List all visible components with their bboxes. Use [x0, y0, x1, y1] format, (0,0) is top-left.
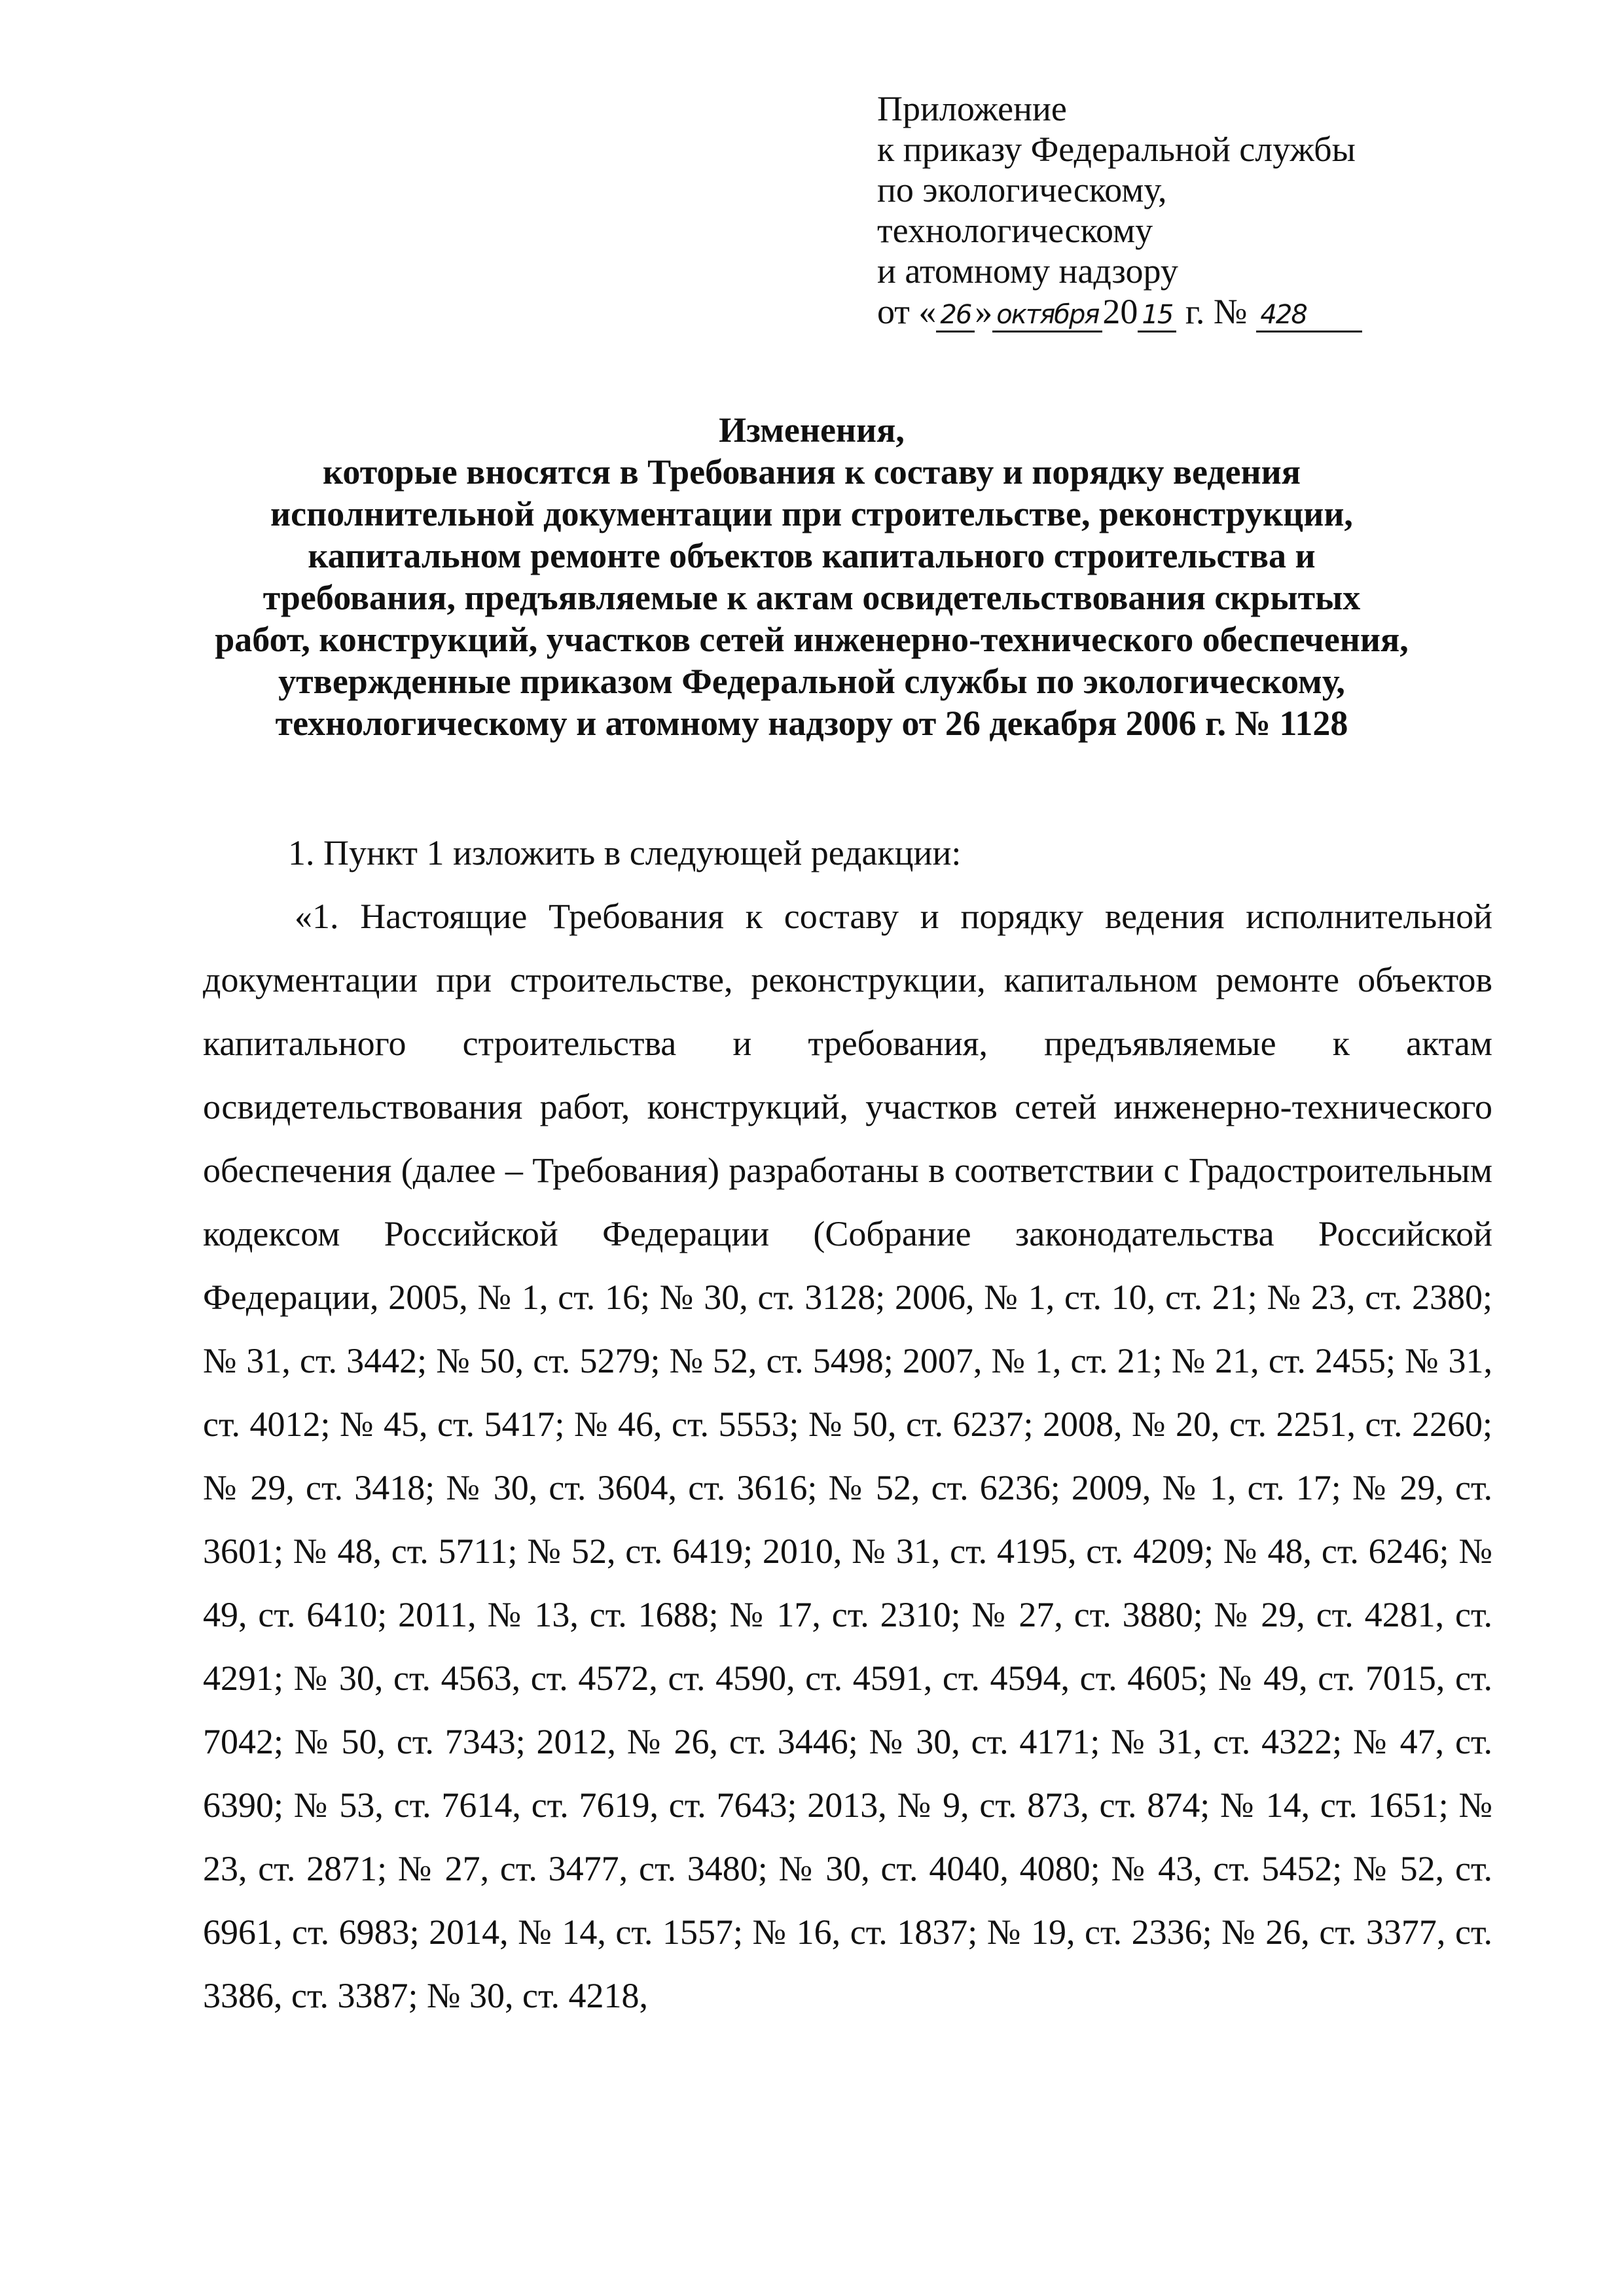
appendix-line-2: к приказу Федеральной службы [877, 130, 1356, 169]
title-line-3: исполнительной документации при строительстве, реконструкции, [270, 494, 1353, 533]
document-title [157, 409, 1466, 744]
title-line-1: Изменения, [719, 410, 905, 450]
year-prefix: 20 [1102, 292, 1138, 331]
body-paragraph: «1. Настоящие Требования к составу и порядку ведения исполнительной документации при строительстве, реконструкции, капитальном ремонте объектов капитального строительства и требования, предъявляемые к актам освидетельствования работ, конструкций, участков сетей инженерно-технического обеспечения (далее – Требования) разработаны в соответствии с Градостроительным кодексом Российской Федерации (Собрание законодательства Российской Федерации, 2005, № 1, ст. 16; № 30, ст. 3128; 2006, № 1, ст. 10, ст. 21; № 23, ст. 2380; № 31, ст. 3442; № 50, ст. 5279; № 52, ст. 5498; 2007, № 1, ст. 21; № 21, ст. 2455; № 31, ст. 4012; № 45, ст. 5417; № 46, ст. 5553; № 50, ст. 6237; 2008, № 20, ст. 2251, ст. 2260; № 29, ст. 3418; № 30, ст. 3604, ст. 3616; № 52, ст. 6236; 2009, № 1, ст. 17; № 29, ст. 3601; № 48, ст. 5711; № 52, ст. 6419; 2010, № 31, ст. 4195, ст. 4209; № 48, ст. 6246; № 49, ст. 6410; 2011, № 13, ст. 1688; № 17, ст. 2310; № 27, ст. 3880; № 29, ст. 4281, ст. 4291; № 30, ст. 4563, ст. 4572, ст. 4590, ст. 4591, ст. 4594, ст. 4605; № 49, ст. 7015, ст. 7042; № 50, ст. 7343; 2012, № 26, ст. 3446; № 30, ст. 4171; № 31, ст. 4322; № 47, ст. 6390; № 53, ст. 7614, ст. 7619, ст. 7643; 2013, № 9, ст. 873, ст. 874; № 14, ст. 1651; № 23, ст. 2871; № 27, ст. 3477, ст. 3480; № 30, ст. 4040, 4080; № 43, ст. 5452; № 52, ст. 6961, ст. 6983; 2014, № 14, ст. 1557; № 16, ст. 1837; № 19, ст. 2336; № 26, ст. 3377, ст. 3386, ст. 3387; № 30, ст. 4218, [203, 897, 1492, 2015]
year-number-label: г. № [1176, 292, 1248, 331]
title-line-5: требования, предъявляемые к актам освидетельствования скрытых [262, 578, 1361, 617]
appendix-block [877, 88, 1571, 332]
quote-close: » [975, 292, 993, 331]
handwritten-year: 15 [1138, 299, 1176, 332]
appendix-line-3: по экологическому, [877, 170, 1167, 209]
title-line-4: капитальном ремонте объектов капитального строительства и [308, 536, 1316, 575]
appendix-line-1: Приложение [877, 89, 1067, 128]
title-line-8: технологическому и атомному надзору от 26 декабря 2006 г. № 1128 [275, 704, 1348, 743]
title-line-6: работ, конструкций, участков сетей инженерно-технического обеспечения, [215, 620, 1409, 659]
document-body [203, 821, 1492, 2028]
appendix-line-4: технологическому [877, 211, 1153, 250]
from-prefix: от « [877, 292, 937, 331]
appendix-line-5: и атомному надзору [877, 251, 1178, 291]
title-line-7: утвержденные приказом Федеральной службы по экологическому, [278, 662, 1345, 701]
title-line-2: которые вносятся в Требования к составу и порядку ведения [323, 452, 1301, 492]
list-item-1: 1. Пункт 1 изложить в следующей редакции: [288, 833, 962, 872]
handwritten-day: 26 [936, 299, 975, 332]
order-date-number-line [877, 291, 1571, 332]
handwritten-order-number: 428 [1256, 299, 1362, 332]
handwritten-month: октября [992, 299, 1102, 332]
